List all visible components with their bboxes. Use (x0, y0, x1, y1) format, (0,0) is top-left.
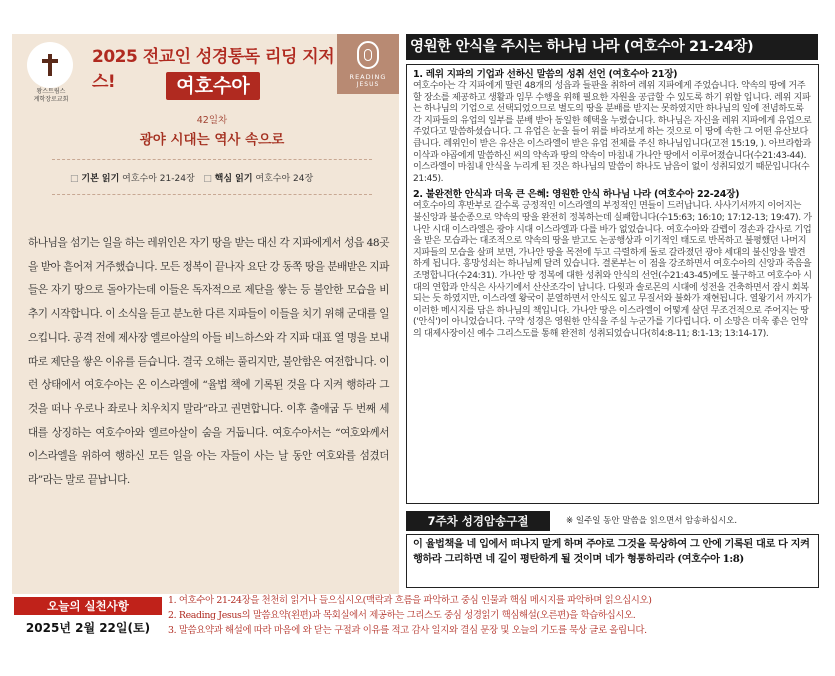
core-reading-value: 여호수아 24장 (255, 174, 314, 184)
page-subtitle: 광야 시대는 역사 속으로 (139, 132, 285, 148)
divider (52, 159, 372, 160)
checkbox-icon: □ (203, 174, 215, 184)
practice-item: 3. 말씀요약과 해설에 따라 마음에 와 닫는 구절과 이유를 적고 감사 일지와 결심 문장 및 오늘의 기도를 묵상 글로 올립니다. (168, 625, 647, 636)
reading-assignments (70, 171, 313, 184)
memory-verse-note: ※ 일주일 동안 말씀을 읽으면서 암송하십시오. (566, 516, 738, 526)
practice-badge: 오늘의 실천사항 (14, 597, 162, 615)
brand-line-1: READING (349, 72, 387, 81)
memory-verse-header: 7주차 성경암송구절 (406, 511, 550, 531)
practice-list (168, 593, 828, 638)
commentary-header: 영원한 안식을 주시는 하나님 나라 (여호수아 21-24장) (406, 34, 818, 60)
main-title: 2025 전교인 성경통독 리딩 지저스! (92, 47, 335, 92)
memory-verse: 이 율법책을 네 입에서 떠나지 말게 하며 주야로 그것을 묵상하여 그 안에 기록된 대로 다 지켜 행하라 그리하면 네 길이 평탄하게 될 것이며 네가 형통하리라 (여호수아 1:8) (406, 534, 819, 588)
section-title: 2. 불완전한 안식과 더욱 큰 은혜: 영원한 안식 하나님 나라 (여호수아 22-24장) (413, 189, 740, 201)
section-title: 1. 레위 지파의 기업과 선하신 말씀의 성취 선언 (여호수아 21장) (413, 69, 678, 80)
cross-icon (41, 54, 59, 76)
day-label: 42일차 (196, 115, 228, 126)
brand-line-2: JESUS (356, 80, 380, 88)
divider (52, 194, 372, 195)
practice-item: 1. 여호수아 21-24장을 천천히 읽거나 들으십시오(맥락과 흐름을 파악하고 중심 인물과 핵심 메시지를 파악하며 읽으십시오) (168, 595, 652, 606)
basic-reading-value: 여호수아 21-24장 (122, 174, 195, 184)
practice-date: 2025년 2월 22일(토) (25, 621, 151, 635)
book-badge: 여호수아 (166, 72, 260, 100)
reading-jesus-logo (337, 34, 399, 94)
summary-text: 하나님을 섬기는 일을 하는 레위인은 자기 땅을 받는 대신 각 지파에게서 성읍 48곳을 받아 흩어져 거주했습니다. 모든 정복이 끝나자 요단 강 동쪽 땅을 분배받은 지파들은 자기 땅으로 돌아가는데 이들은 독자적으로 제단을 쌓는 등 불안한 모습을 비추기 시작합니다. 이 소식을 듣고 분노한 다른 지파들이 이들을 치기 위해 군대를 일으킵니다. 공격 전에 제사장 엘르아살의 아들 비느하스와 각 지파 대표 열 명을 보내 따로 제단을 쌓은 이유를 듣습니다. 결국 오해는 풀리지만, 불안함은 여전합니다. 이런 상태에서 여호수아는 온 이스라엘에 “율법 책에 기록된 것을 다 지켜 행하라 그것을 떠나 우로나 좌로나 치우치지 말라”라고 권면합니다. 이후 출애굽 두 번째 세대를 상징하는 여호수아와 엘르아살이 숨을 거둡니다. 여호수아서는 “여호와께서 이스라엘을 위하여 행하신 모든 일을 아는 자들이 사는 날 동안 여호와를 섬겼더라”라는 말로 끝납니다. (28, 237, 389, 487)
checkbox-icon: □ (70, 174, 82, 184)
church-logo (27, 42, 73, 88)
section-body: 여호수아의 후반부로 갈수록 긍정적인 이스라엘의 부정적인 면들이 드러납니다. 사사기서까지 이어지는 불신앙과 불순종으로 약속의 땅을 완전히 정복하는데 실패합니다(수15:63; 16:10; 17:12-13; 19:47). 가나안 시대 이스라엘은 광야 시대 이스라엘과 다를 바가 없었습니다. 여호수아와 갈렙이 경손과 감사로 기업을 받은 모습과는 대조적으로 약속의 땅을 받고도 논공행상과 이기적인 태도로 반목하고 불평했던 나머지 지파들의 모습을 살펴 보면, 가나안 땅을 목전에 두고 극렬하게 돌로 갈라졌던 광야 세대의 불신앙을 발견하게 됩니다. 흥망성쇠는 하나님께 달려 있습니다. 결론부는 이 점을 강조하면서 여호수아의 신앙과 죽음을 조명합니다(수24:31). 가나안 땅 정복에 대한 성취와 안식의 선언(수21:43-45)에도 불구하고 여호수아 시대의 연합과 안식은 사사기에서 산산조각이 납니다. 다윗과 솔로몬의 시대에 성전을 건축하면서 잠시 회복되는 듯 하였지만, 이스라엘 왕국이 분열하면서 안식도 잃고 무질서와 불화가 재현됩니다. 열왕기서 까지가 이러한 메시지를 담은 하나님의 책입니다. 가나안 땅은 이스라엘이 어떻게 살던 무조건적으로 주어지는 땅('안식')이 아니었습니다. 구약 성경은 영원한 안식을 주실 누군가를 기다립니다. 이 소망은 더욱 좋은 언약의 대제사장이신 예수 그리스도를 통해 완전히 성취되었습니다(히4:8-11; 8:1-13; 13:14-17). (413, 201, 812, 339)
left-panel (12, 34, 399, 594)
section-body: 여호수아는 각 지파에게 딸린 48개의 성읍과 들판을 취하여 레위 지파에게 주었습니다. 약속의 땅에 거주할 장소를 제공하고 생활과 임무 수행을 위해 필요한 자원을 공급할 수 있도록 하기 위함 입니다. 레위 지파는 하나님의 기업으로 선택되었으므로 별도의 땅을 분배를 받지는 못하였지만 하나님의 일에 전념하도록 각 지파들의 유업의 일부를 분배 받아 동일한 혜택을 누렸습니다. 하나님은 자신을 레위 지파에게 유업으로 주었다고 말씀하셨습니다. 그 유업은 눈을 들어 위를 바라보게 하는 것으로 이 땅에 속한 그 어떤 유산보다 큽니다. 레위인이 받은 유산은 이스라엘이 받은 유업 전체를 주신 하나님입니다(고전 15:19, ). 아브라함과 이삭과 야곱에게 말씀하신 씨의 약속과 땅의 약속이 마침내 가나안 땅에서 이루어졌습니다(수21:43-44). 이스라엘이 마침내 안식을 누리게 된 것은 하나님의 말씀이 하나도 남음이 없이 성취되었기 때문입니다(수21:45). (413, 81, 812, 184)
reading-jesus-icon (357, 41, 379, 69)
practice-item: 2. Reading Jesus의 말씀요약(왼편)과 목회실에서 제공하는 그리스도 중심 성경읽기 핵심해설(오른편)을 학습하십시오. (168, 610, 636, 621)
commentary-box (406, 64, 819, 504)
church-name: 왕스트림스 계학장로교회 (33, 88, 69, 103)
core-reading-label: 핵심 읽기 (214, 174, 253, 184)
basic-reading-label: 기본 읽기 (81, 174, 120, 184)
